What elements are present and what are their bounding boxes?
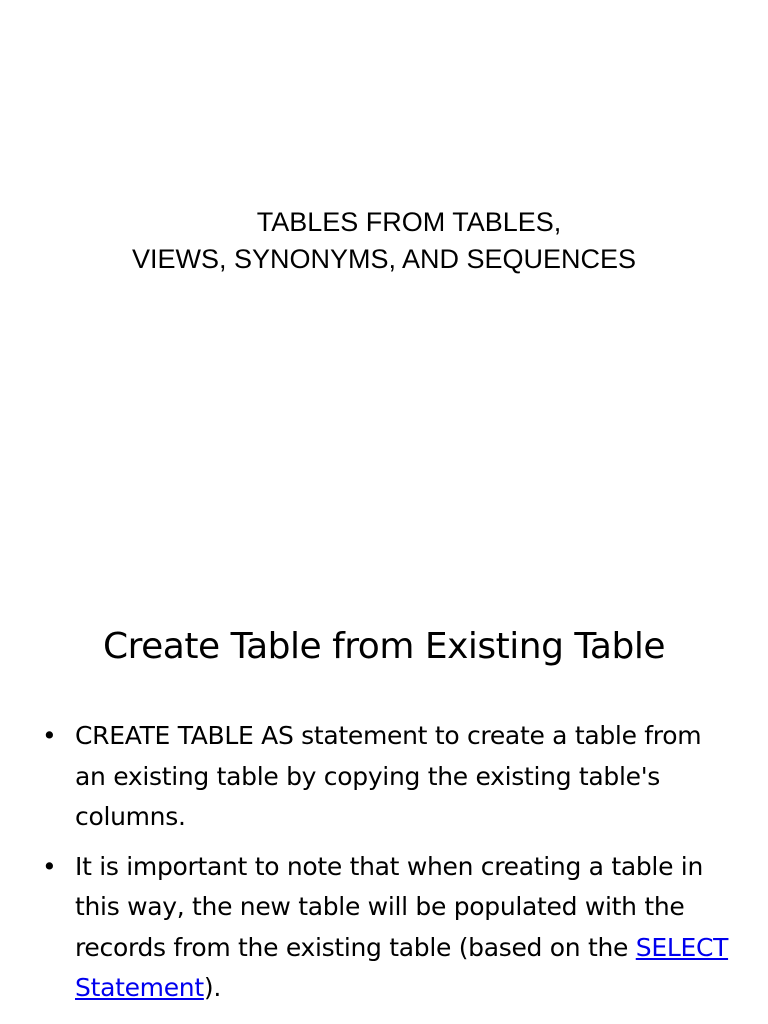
- title-line-2: VIEWS, SYNONYMS, AND SEQUENCES: [131, 244, 637, 274]
- title-line-1: TABLES FROM TABLES,: [256, 207, 562, 237]
- bullet-icon: •: [42, 851, 57, 881]
- bullet-item-important-note: [40, 847, 730, 1009]
- bullet-item-create-table-as: [40, 716, 730, 838]
- title-slide-heading: [0, 204, 768, 278]
- bullet-text: CREATE TABLE AS statement to create a table from an existing table by copying the existing table's columns.: [75, 721, 702, 831]
- select-statement-link[interactable]: SELECT Statement: [75, 932, 729, 1002]
- bullet-list: [40, 716, 730, 1018]
- bullet-text-before-link: It is important to note that when creating a table in this way, the new table will be populated with the records from the existing table (based on the: [75, 851, 703, 962]
- bullet-text-after-link: ).: [203, 973, 221, 1002]
- content-slide-heading: Create Table from Existing Table: [103, 626, 665, 667]
- bullet-icon: •: [42, 721, 57, 750]
- content-slide: [0, 580, 768, 1024]
